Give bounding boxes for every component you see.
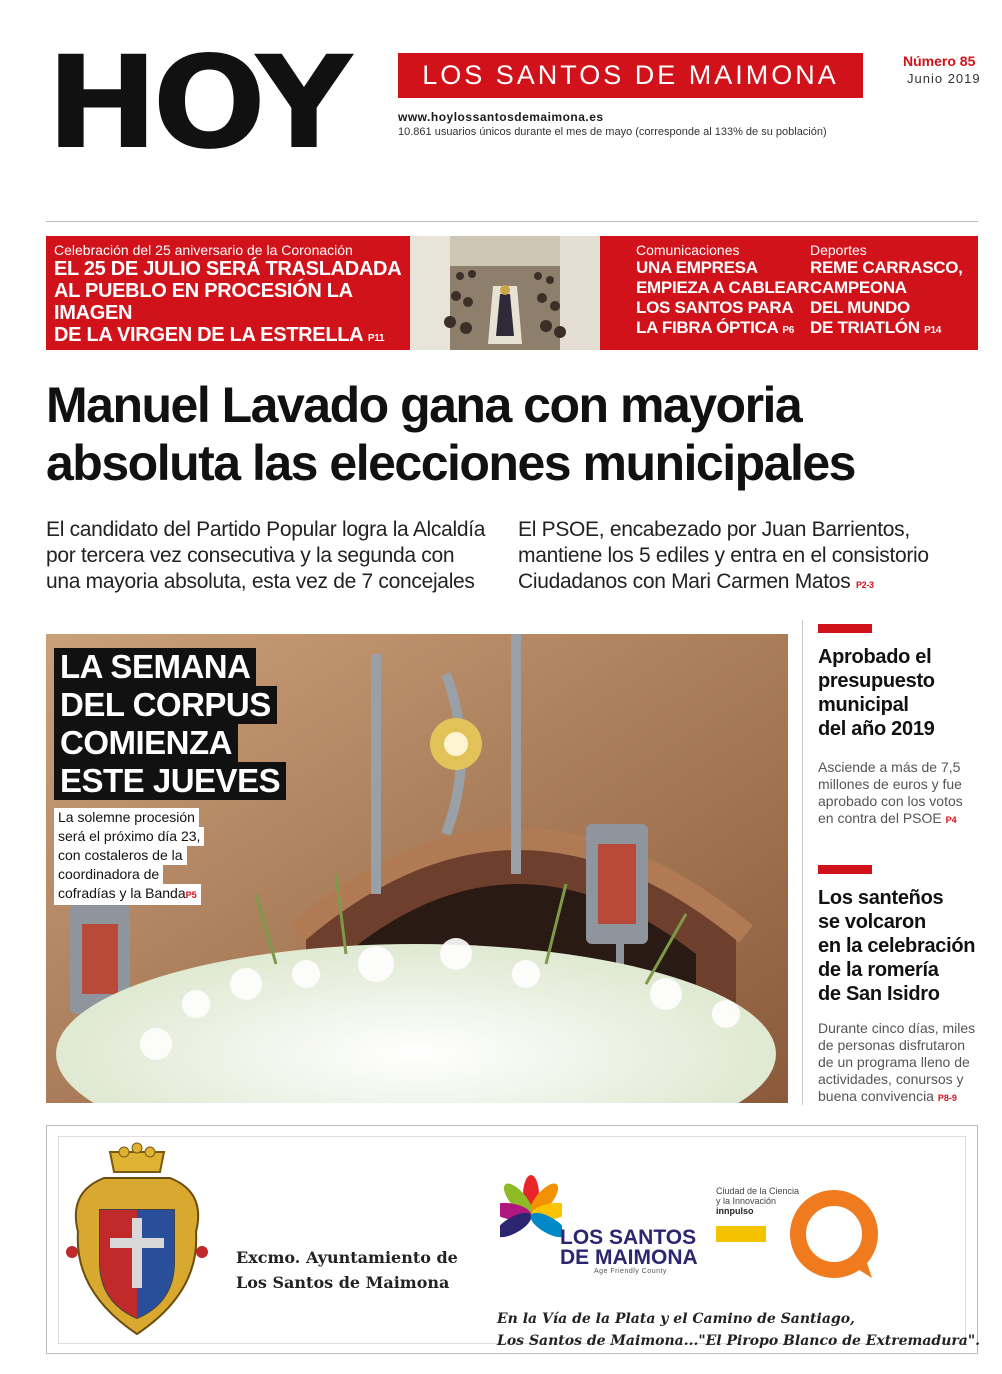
ciudad-line: y la Innovación [716, 1196, 777, 1206]
teaser-line: LA FIBRA ÓPTICA [636, 318, 778, 337]
accent-bar [818, 865, 872, 874]
sidebar-text: de personas disfrutaron [818, 1037, 966, 1053]
page-ref: P5 [185, 890, 197, 900]
teaser-kicker: Deportes [810, 242, 867, 258]
spain-ministry-logo-icon [716, 1226, 766, 1242]
hoy-logo: HOY [46, 29, 347, 178]
slogan-line: En la Vía de la Plata y el Camino de Santiago, [497, 1311, 855, 1327]
page-ref: P2-3 [855, 580, 874, 590]
sidebar-title: de la romería [818, 959, 939, 981]
coat-of-arms-icon [64, 1142, 210, 1347]
deck-left [46, 517, 506, 595]
deck-line: El candidato del Partido Popular logra la Alcaldía [46, 518, 486, 541]
teaser-line: EL 25 DE JULIO SERÁ TRASLADADA [54, 258, 402, 280]
sidebar-title: Aprobado el [818, 646, 932, 668]
corpus-headline[interactable] [54, 648, 286, 800]
sidebar-text: en contra del PSOE [818, 810, 942, 826]
caption-line: coordinadora de [54, 865, 163, 884]
teaser-line: DE TRIATLÓN [810, 318, 920, 337]
sidebar-text: de un programa lleno de [818, 1054, 970, 1070]
sidebar-story-romeria[interactable] [818, 865, 978, 1107]
teaser-line: EMPIEZA A CABLEAR [636, 278, 810, 297]
sidebar-title: del año 2019 [818, 718, 935, 740]
sidebar-text: millones de euros y fue [818, 776, 962, 792]
teaser-line: LOS SANTOS PARA [636, 298, 794, 317]
page-ref: P4 [945, 815, 957, 825]
teaser-triatlon[interactable] [810, 242, 963, 341]
town-banner: LOS SANTOS DE MAIMONA [398, 53, 863, 98]
teaser-line: AL PUEBLO EN PROCESIÓN LA IMAGEN [54, 280, 353, 324]
sidebar-title: municipal [818, 694, 909, 716]
teaser-group [600, 236, 978, 350]
teaser-line: UNA EMPRESA [636, 258, 758, 277]
deck-line: por tercera vez consecutiva y la segunda con [46, 544, 455, 567]
teaser-line: CAMPEONA [810, 278, 907, 297]
sidebar-text: actividades, conursos y [818, 1071, 964, 1087]
sidebar-divider [802, 620, 803, 1105]
sidebar-title: Los santeños [818, 887, 944, 909]
caption-line: con costaleros de la [54, 846, 187, 865]
ad-slogan [497, 1308, 980, 1352]
caption-line: será el próximo día 23, [54, 827, 204, 846]
photo-headline-line: DEL CORPUS [54, 686, 277, 724]
slogan-line: Los Santos de Maimona..."El Piropo Blanco de Extremadura". [497, 1333, 980, 1349]
deck-line: una mayoria absoluta, esta vez de 7 concejales [46, 570, 475, 593]
main-headline[interactable] [46, 376, 978, 492]
brand-logo [560, 1228, 698, 1268]
divider [46, 221, 978, 222]
corpus-caption [54, 808, 204, 905]
sidebar-text: buena convivencia [818, 1088, 934, 1104]
sidebar-text: Asciende a más de 7,5 [818, 759, 961, 775]
teaser-line: DE LA VIRGEN DE LA ESTRELLA [54, 324, 363, 346]
innpulso-ring-icon [786, 1186, 882, 1287]
caption-line: cofradías y la Banda [58, 885, 186, 901]
sidebar-text: Durante cinco días, miles [818, 1020, 976, 1036]
photo-headline-line: ESTE JUEVES [54, 762, 286, 800]
ciudad-line: innpulso [716, 1206, 754, 1216]
teaser-fibra[interactable] [636, 242, 809, 341]
procession-thumbnail [410, 236, 600, 350]
ayuntamiento-line: Los Santos de Maimona [236, 1273, 450, 1292]
brand-line: DE MAIMONA [560, 1246, 698, 1269]
teaser-kicker: Celebración del 25 aniversario de la Coronación [54, 242, 353, 258]
brand-subtitle: Age Friendly County [594, 1268, 667, 1275]
accent-bar [818, 624, 872, 633]
page-ref: P11 [367, 333, 385, 344]
teaser-coronacion[interactable] [46, 236, 410, 350]
ayuntamiento-name [236, 1245, 458, 1295]
headline-line: Manuel Lavado gana con mayoria [46, 377, 802, 433]
flower-logo-icon [500, 1173, 562, 1270]
site-stats: 10.861 usuarios únicos durante el mes de mayo (corresponde al 133% de su población) [398, 126, 827, 138]
page-ref: P14 [924, 325, 942, 336]
deck-line: El PSOE, encabezado por Juan Barrientos, [518, 518, 910, 541]
deck-line: mantiene los 5 ediles y entra en el consistorio [518, 544, 929, 567]
issue-date: Junio 2019 [907, 71, 981, 86]
sidebar-title: de San Isidro [818, 983, 940, 1005]
photo-headline-line: COMIENZA [54, 724, 238, 762]
caption-line: La solemne procesión [54, 808, 199, 827]
sidebar-title: presupuesto [818, 670, 935, 692]
photo-headline-line: LA SEMANA [54, 648, 256, 686]
headline-line: absoluta las elecciones municipales [46, 435, 855, 491]
deck-right [518, 517, 978, 598]
site-url[interactable]: www.hoylossantosdemaimona.es [398, 110, 604, 124]
page-ref: P6 [782, 325, 794, 336]
brand-line: LOS SANTOS [560, 1226, 697, 1249]
sidebar-title: en la celebración [818, 935, 976, 957]
ciudad-line: Ciudad de la Ciencia [716, 1186, 800, 1196]
sidebar-story-presupuesto[interactable] [818, 624, 978, 829]
issue-number: Número 85 [903, 53, 976, 69]
teaser-line: REME CARRASCO, [810, 258, 963, 277]
ayuntamiento-line: Excmo. Ayuntamiento de [236, 1248, 458, 1267]
teaser-line: DEL MUNDO [810, 298, 910, 317]
sidebar-text: aprobado con los votos [818, 793, 963, 809]
teaser-kicker: Comunicaciones [636, 242, 740, 258]
deck-line: Ciudadanos con Mari Carmen Matos [518, 570, 851, 593]
sidebar-title: se volcaron [818, 911, 926, 933]
page-ref: P8-9 [937, 1093, 957, 1103]
